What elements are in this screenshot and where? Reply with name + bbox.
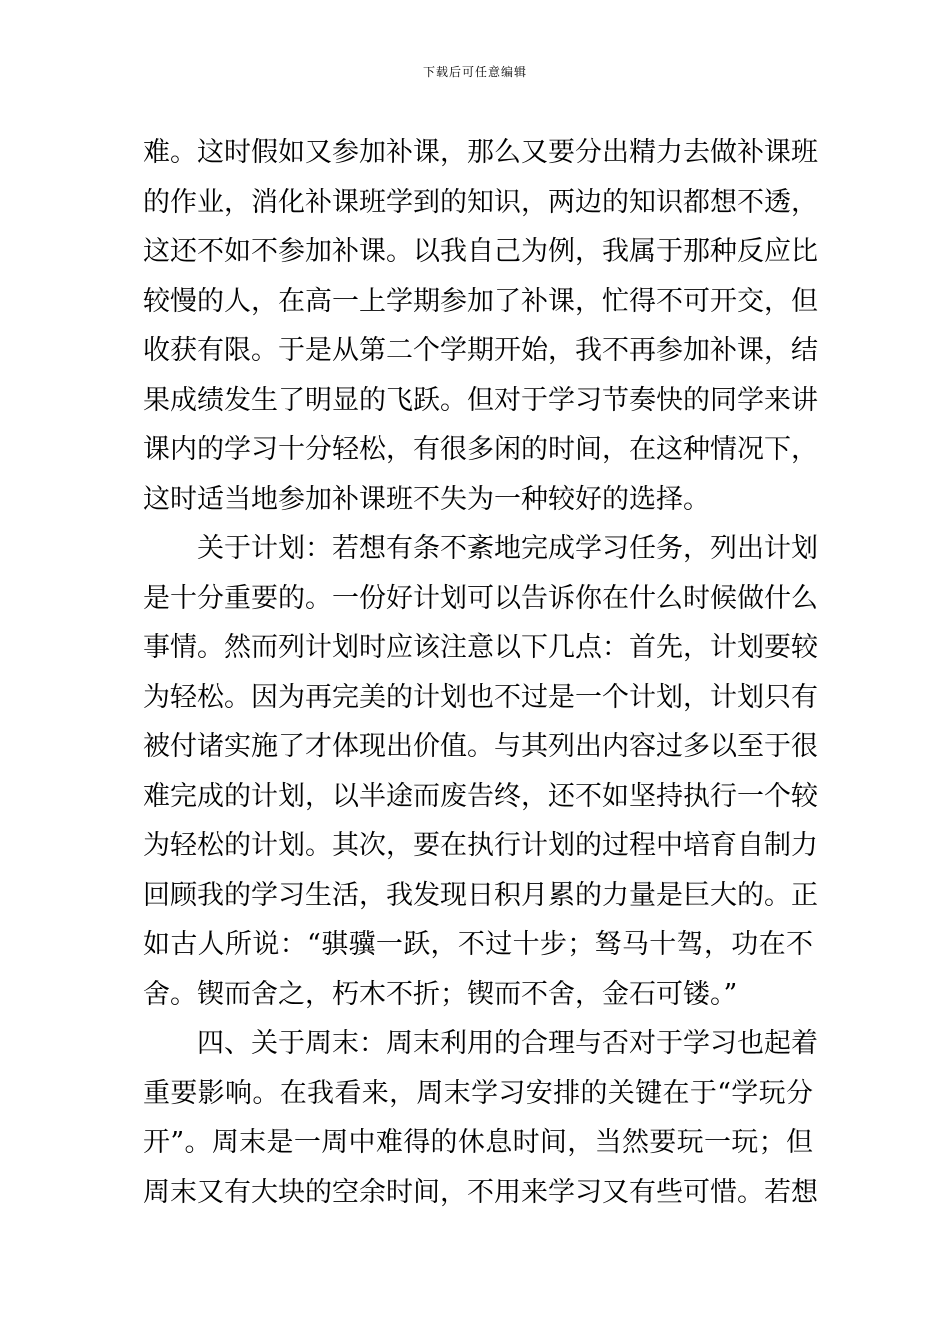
paragraph-1-line-3: 这还不如不参加补课。以我自己为例，我属于那种反应比	[143, 236, 818, 267]
paragraph-1-line-6: 果成绩发生了明显的飞跃。但对于学习节奏快的同学来讲	[143, 384, 818, 416]
paragraph-1-line-4: 较慢的人，在高一上学期参加了补课，忙得不可开交，但	[143, 285, 818, 317]
document-body	[143, 128, 818, 1217]
paragraph-2-line-6: 难完成的计划，以半途而废告终，还不如坚持执行一个较	[143, 780, 818, 812]
paragraph-3-line-3: 开”。周末是一周中难得的休息时间，当然要玩一玩；但	[143, 1127, 813, 1158]
paragraph-3-line-4: 周末又有大块的空余时间，不用来学习又有些可惜。若想	[143, 1176, 818, 1208]
paragraph-1-line-8: 这时适当地参加补课班不失为一种较好的选择。	[143, 483, 710, 515]
paragraph-1-line-5: 收获有限。于是从第二个学期开始，我不再参加补课，结	[143, 335, 818, 366]
paragraph-1-line-1: 难。这时假如又参加补课，那么又要分出精力去做补课班	[143, 137, 818, 168]
paragraph-2-line-10: 舍。锲而舍之，朽木不折；锲而不舍，金石可镂。”	[143, 978, 738, 1010]
paragraph-1-line-2: 的作业，消化补课班学到的知识，两边的知识都想不透，	[143, 186, 818, 218]
paragraph-2-line-9: 如古人所说：“骐骥一跃，不过十步；驽马十驾，功在不	[143, 929, 813, 960]
paragraph-3-line-1: 四、关于周末：周末利用的合理与否对于学习也起着	[197, 1028, 818, 1059]
paragraph-3-line-2: 重要影响。在我看来，周末学习安排的关键在于“学玩分	[143, 1077, 813, 1109]
paragraph-2-line-1: 关于计划：若想有条不紊地完成学习任务，列出计划	[197, 533, 818, 564]
paragraph-2-line-4: 为轻松。因为再完美的计划也不过是一个计划，计划只有	[143, 681, 818, 713]
paragraph-1-line-7: 课内的学习十分轻松，有很多闲的时间，在这种情况下，	[143, 434, 818, 465]
paragraph-2-line-2: 是十分重要的。一份好计划可以告诉你在什么时候做什么	[143, 582, 818, 614]
paragraph-2-line-8: 回顾我的学习生活，我发现日积月累的力量是巨大的。正	[143, 879, 818, 911]
paragraph-2-line-5: 被付诸实施了才体现出价值。与其列出内容过多以至于很	[143, 731, 818, 762]
paragraph-2-line-3: 事情。然而列计划时应该注意以下几点：首先，计划要较	[143, 632, 818, 663]
page-header: 下载后可任意编辑	[422, 65, 527, 79]
paragraph-2-line-7: 为轻松的计划。其次，要在执行计划的过程中培育自制力	[143, 830, 818, 861]
